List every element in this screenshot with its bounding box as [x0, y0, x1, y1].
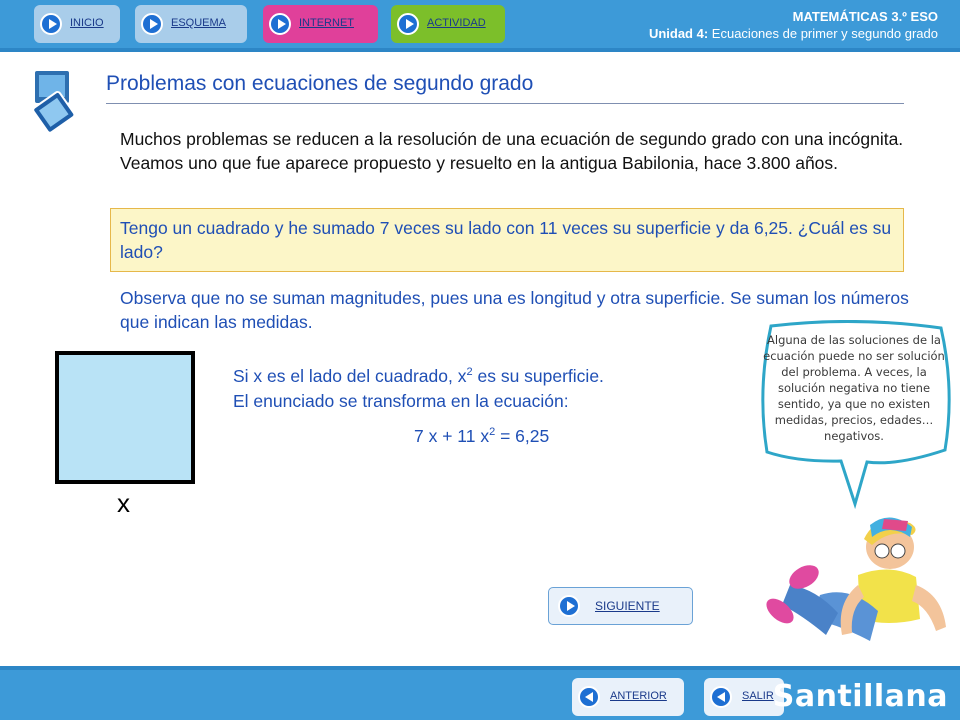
- anterior-label: ANTERIOR: [610, 690, 667, 702]
- back-icon: [710, 686, 732, 708]
- actividad-button[interactable]: [391, 5, 505, 43]
- problem-box: [110, 208, 904, 272]
- siguiente-button[interactable]: [548, 587, 693, 625]
- esquema-button[interactable]: [135, 5, 247, 43]
- line1-text-a: Si x es el lado del cuadrado, x: [233, 365, 467, 386]
- line1-exponent: 2: [466, 366, 473, 378]
- internet-label: INTERNET: [299, 17, 354, 29]
- actividad-label: ACTIVIDAD: [427, 17, 486, 29]
- internet-button[interactable]: [263, 5, 378, 43]
- esquema-label: ESQUEMA: [171, 17, 227, 29]
- equation-right: = 6,25: [495, 426, 550, 446]
- explanation-line-1: [233, 360, 604, 389]
- explanation-lines: [233, 360, 604, 414]
- unit-line: [649, 25, 938, 42]
- problem-text: Tengo un cuadrado y he sumado 7 veces su lado con 11 veces su superficie y da 6,25. ¿Cuál es su lado?: [120, 218, 892, 262]
- inicio-label: INICIO: [70, 17, 104, 29]
- equation: [414, 426, 549, 447]
- salir-label: SALIR: [742, 690, 774, 702]
- siguiente-label: SIGUIENTE: [595, 599, 660, 613]
- explanation-line-2: El enunciado se transforma en la ecuación:: [233, 390, 569, 411]
- play-icon: [141, 13, 163, 35]
- inicio-button[interactable]: [34, 5, 120, 43]
- square-figure: [55, 351, 195, 484]
- play-icon: [397, 13, 419, 35]
- back-icon: [578, 686, 600, 708]
- play-icon: [558, 595, 580, 617]
- bubble-text: Alguna de las soluciones de la ecuación puede no ser solución del problema. A veces, la solución negativa no tiene sentido, ya que no existen medidas, precios, edades… negativos.: [763, 333, 945, 443]
- play-icon: [40, 13, 62, 35]
- boy-illustration: [760, 515, 955, 665]
- equation-left: 7 x + 11 x: [414, 426, 490, 446]
- observation-paragraph: Observa que no se suman magnitudes, pues una es longitud y otra superficie. Se suman los números que indican las medidas.: [120, 288, 909, 332]
- play-icon: [269, 13, 291, 35]
- page-title: Problemas con ecuaciones de segundo grado: [106, 72, 534, 95]
- section-icon: [28, 66, 84, 136]
- title-divider: [106, 103, 904, 104]
- equation-exponent: 2: [489, 426, 496, 439]
- brand-logo: Santillana: [772, 679, 948, 714]
- intro-paragraph: Muchos problemas se reducen a la resolución de una ecuación de segundo grado con una incógnita. Veamos uno que fue aparece propuesto y resuelto en la antigua Babilonia, hace 3.800 años.: [120, 129, 904, 173]
- unit-label: Unidad 4:: [648, 26, 709, 41]
- course-header: [649, 8, 938, 42]
- top-toolbar: [0, 0, 960, 52]
- course-name: MATEMÁTICAS 3.º ESO: [792, 9, 938, 24]
- line1-text-b: es su superficie.: [472, 365, 604, 386]
- square-side-label: x: [117, 488, 130, 518]
- unit-title: Ecuaciones de primer y segundo grado: [711, 26, 938, 41]
- anterior-button[interactable]: [572, 678, 684, 716]
